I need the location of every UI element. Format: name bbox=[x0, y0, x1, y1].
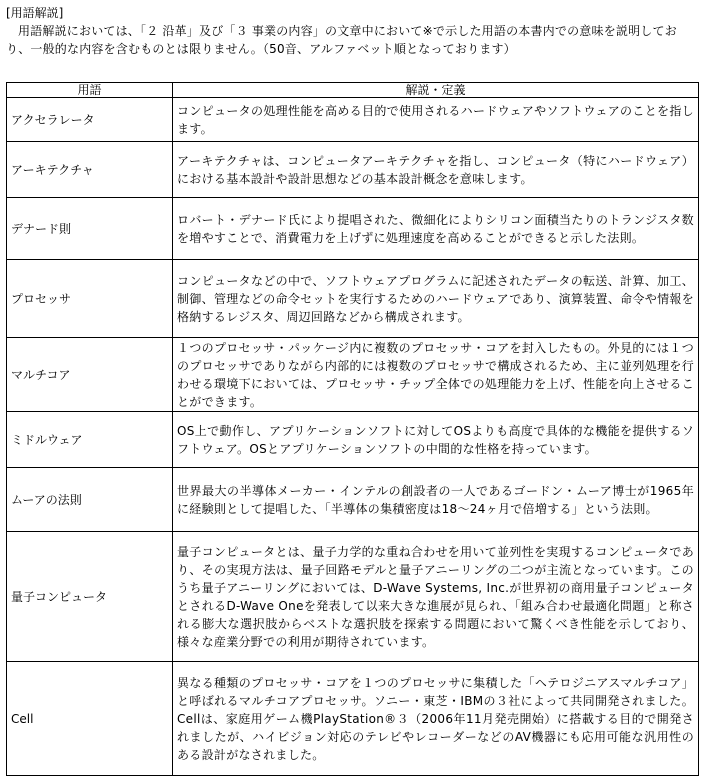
definition-cell: OS上で動作し、アプリケーションソフトに対してOSよりも高度で具体的な機能を提供するソフトウェア。OSとアプリケーションソフトの中間的な性格を持っています。 bbox=[173, 412, 699, 468]
term-cell: プロセッサ bbox=[7, 260, 173, 338]
term-cell: アーキテクチャ bbox=[7, 142, 173, 198]
table-row bbox=[7, 468, 699, 532]
term-cell: ムーアの法則 bbox=[7, 468, 173, 532]
definition-cell: 異なる種類のプロセッサ・コアを１つのプロセッサに集積した「ヘテロジニアスマルチコア」と呼ばれるマルチコアプロセッサ。ソニー・東芝・IBMの３社によって共同開発されました。Cellは、家庭用ゲーム機PlayStation®３（2006年11月発売開始）に搭載する目的で開発されましたが、ハイビジョン対応のテレビやレコーダーなどのAV機器にも応用可能な汎用性のある設計がなされました。 bbox=[173, 662, 699, 776]
table-row bbox=[7, 198, 699, 260]
term-cell: デナード則 bbox=[7, 198, 173, 260]
definition-cell: アーキテクチャは、コンピュータアーキテクチャを指し、コンピュータ（特にハードウェア）における基本設計や設計思想などの基本設計概念を意味します。 bbox=[173, 142, 699, 198]
intro-paragraph: 用語解説においては、「２ 沿革」及び「３ 事業の内容」の文章中において※で示した用語の本書内での意味を説明しており、一般的な内容を含むものとは限りません。（50音、アルファベット順となっております） bbox=[6, 24, 677, 56]
term-cell: ミドルウェア bbox=[7, 412, 173, 468]
table-row bbox=[7, 142, 699, 198]
definition-cell: コンピュータの処理性能を高める目的で使用されるハードウェアやソフトウェアのことを指します。 bbox=[173, 98, 699, 142]
definition-column-header: 解説・定義 bbox=[173, 83, 699, 98]
table-row bbox=[7, 260, 699, 338]
section-heading: [用語解説] bbox=[6, 6, 64, 20]
term-cell: マルチコア bbox=[7, 338, 173, 412]
term-column-header: 用語 bbox=[7, 83, 173, 98]
table-row bbox=[7, 412, 699, 468]
glossary-table bbox=[6, 82, 699, 776]
definition-cell: コンピュータなどの中で、ソフトウェアプログラムに記述されたデータの転送、計算、加工、制御、管理などの命令セットを実行するためのハードウェアであり、演算装置、命令や情報を格納するレジスタ、周辺回路などから構成されます。 bbox=[173, 260, 699, 338]
table-row bbox=[7, 662, 699, 776]
term-cell: 量子コンピュータ bbox=[7, 532, 173, 662]
definition-cell: 量子コンピュータとは、量子力学的な重ね合わせを用いて並列性を実現するコンピュータであり、その実現方法は、量子回路モデルと量子アニーリングの二つが主流となっています。このうち量子アニーリングにおいては、D-Wave Systems, Inc.が世界初の商用量子コンピュータとされるD-Wave Oneを発表して以来大きな進展が見られ、「組み合わせ最適化問題」と称される膨大な選択肢からベストな選択肢を探索する問題において驚くべき性能を示しており、様々な産業分野での利用が期待されています。 bbox=[173, 532, 699, 662]
table-row bbox=[7, 338, 699, 412]
term-cell: Cell bbox=[7, 662, 173, 776]
table-row bbox=[7, 98, 699, 142]
definition-cell: 世界最大の半導体メーカー・インテルの創設者の一人であるゴードン・ムーア博士が1965年に経験則として提唱した、「半導体の集積密度は18～24ヶ月で倍増する」という法則。 bbox=[173, 468, 699, 532]
term-cell: アクセラレータ bbox=[7, 98, 173, 142]
definition-cell: ロバート・デナード氏により提唱された、微細化によりシリコン面積当たりのトランジスタ数を増やすことで、消費電力を上げずに処理速度を高めることができると示した法則。 bbox=[173, 198, 699, 260]
definition-cell: １つのプロセッサ・パッケージ内に複数のプロセッサ・コアを封入したもの。外見的には１つのプロセッサでありながら内部的には複数のプロセッサで構成されるため、主に並列処理を行わせる環境下においては、プロセッサ・チップ全体での処理能力を上げ、性能を向上させることができます。 bbox=[173, 338, 699, 412]
table-header-row bbox=[7, 83, 699, 98]
table-row bbox=[7, 532, 699, 662]
